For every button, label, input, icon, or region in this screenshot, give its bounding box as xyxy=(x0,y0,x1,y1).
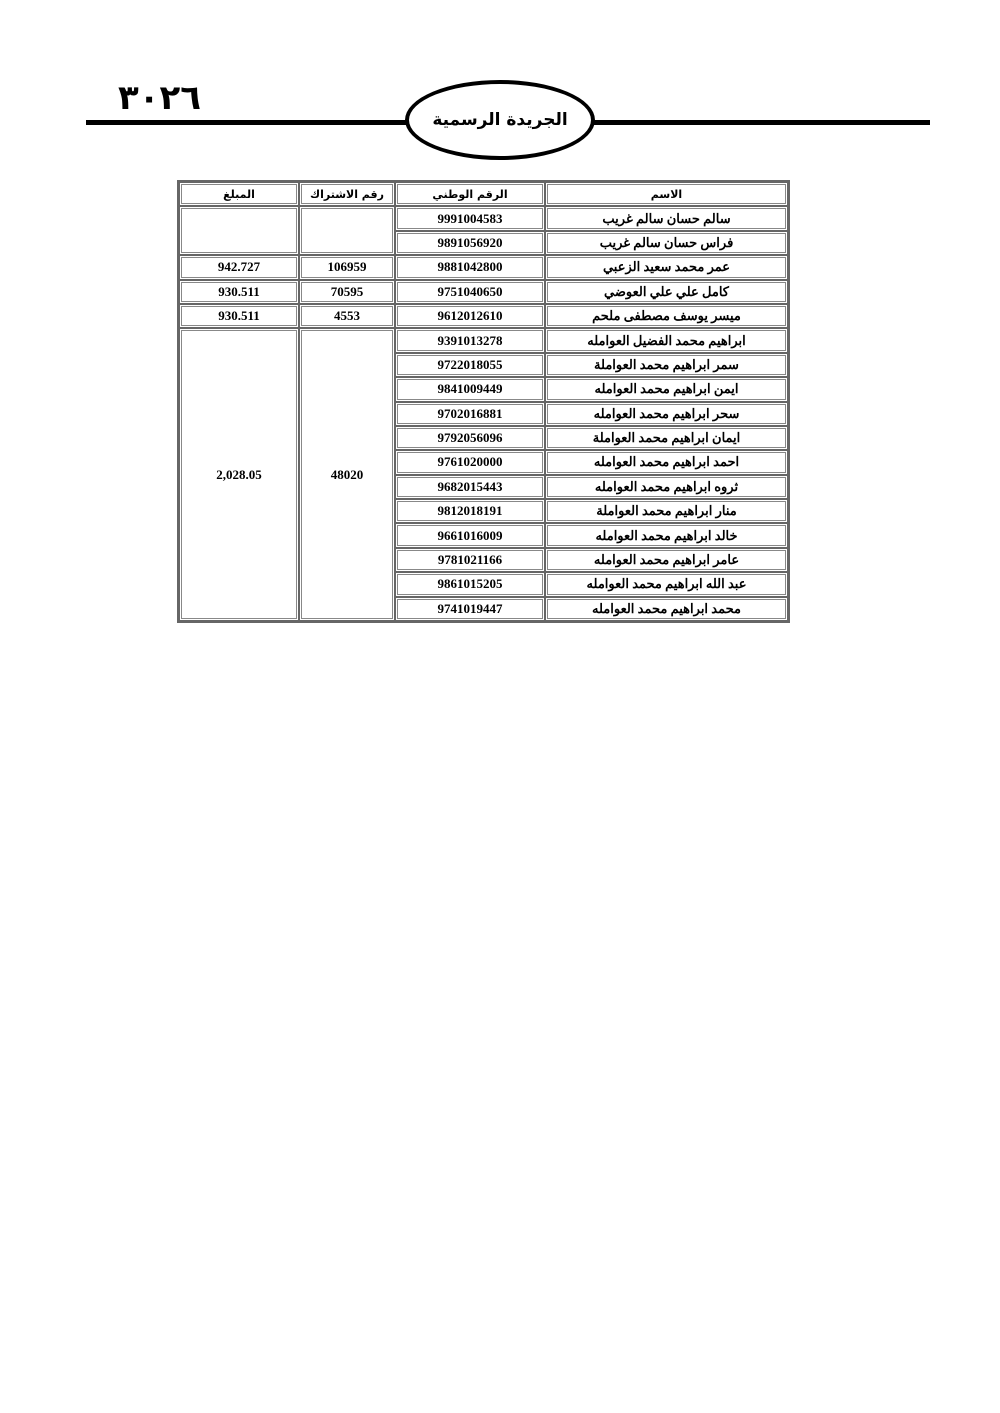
cell-national-id: 9881042800 xyxy=(395,255,545,279)
cell-national-id: 9891056920 xyxy=(395,231,545,255)
gazette-title-oval xyxy=(405,80,595,160)
page-number: ٣٠٢٦ xyxy=(118,78,202,118)
cell-name: سمر ابراهيم محمد العواملة xyxy=(545,353,788,377)
cell-national-id: 9792056096 xyxy=(395,426,545,450)
cell-subscription: 4553 xyxy=(299,304,395,328)
cell-amount: 930.511 xyxy=(179,304,299,328)
cell-national-id: 9722018055 xyxy=(395,353,545,377)
cell-name: عبد الله ابراهيم محمد العوامله xyxy=(545,572,788,596)
table-row xyxy=(179,255,788,279)
cell-name: ابراهيم محمد الفضيل العوامله xyxy=(545,328,788,352)
cell-name: ايمان ابراهيم محمد العواملة xyxy=(545,426,788,450)
cell-national-id: 9781021166 xyxy=(395,548,545,572)
cell-name: خالد ابراهيم محمد العوامله xyxy=(545,523,788,547)
column-header-name: الاسم xyxy=(545,182,788,206)
cell-name: ميسر يوسف مصطفى ملحم xyxy=(545,304,788,328)
column-header-amount: المبلغ xyxy=(179,182,299,206)
cell-name: سحر ابراهيم محمد العوامله xyxy=(545,402,788,426)
table-header-row xyxy=(179,182,788,206)
cell-national-id: 9861015205 xyxy=(395,572,545,596)
cell-name: محمد ابراهيم محمد العوامله xyxy=(545,597,788,621)
cell-name: ايمن ابراهيم محمد العوامله xyxy=(545,377,788,401)
table-row xyxy=(179,206,788,230)
header-rule-right xyxy=(592,120,930,125)
cell-subscription xyxy=(299,206,395,255)
cell-national-id: 9661016009 xyxy=(395,523,545,547)
cell-national-id: 9812018191 xyxy=(395,499,545,523)
cell-name: احمد ابراهيم محمد العوامله xyxy=(545,450,788,474)
header-rule-left xyxy=(86,120,408,125)
cell-national-id: 9841009449 xyxy=(395,377,545,401)
cell-national-id: 9391013278 xyxy=(395,328,545,352)
cell-amount: 930.511 xyxy=(179,280,299,304)
table-row xyxy=(179,304,788,328)
cell-national-id: 9702016881 xyxy=(395,402,545,426)
cell-national-id: 9991004583 xyxy=(395,206,545,230)
cell-name: عمر محمد سعيد الزعبي xyxy=(545,255,788,279)
cell-national-id: 9751040650 xyxy=(395,280,545,304)
cell-subscription: 48020 xyxy=(299,328,395,621)
cell-amount: 2,028.05 xyxy=(179,328,299,621)
cell-name: فراس حسان سالم غريب xyxy=(545,231,788,255)
cell-name: عامر ابراهيم محمد العوامله xyxy=(545,548,788,572)
cell-national-id: 9761020000 xyxy=(395,450,545,474)
table-row xyxy=(179,280,788,304)
cell-subscription: 70595 xyxy=(299,280,395,304)
cell-subscription: 106959 xyxy=(299,255,395,279)
subscribers-table xyxy=(177,180,790,623)
gazette-title: الجريدة الرسمية xyxy=(432,110,568,130)
cell-name: كامل علي علي العوضي xyxy=(545,280,788,304)
column-header-subscription: رقم الاشتراك xyxy=(299,182,395,206)
cell-amount: 942.727 xyxy=(179,255,299,279)
table-body xyxy=(179,206,788,621)
cell-national-id: 9612012610 xyxy=(395,304,545,328)
cell-national-id: 9682015443 xyxy=(395,475,545,499)
cell-name: ثروه ابراهيم محمد العوامله xyxy=(545,475,788,499)
table-row xyxy=(179,328,788,352)
cell-name: سالم حسان سالم غريب xyxy=(545,206,788,230)
column-header-national-id: الرقم الوطني xyxy=(395,182,545,206)
cell-name: منار ابراهيم محمد العواملة xyxy=(545,499,788,523)
cell-national-id: 9741019447 xyxy=(395,597,545,621)
cell-amount xyxy=(179,206,299,255)
